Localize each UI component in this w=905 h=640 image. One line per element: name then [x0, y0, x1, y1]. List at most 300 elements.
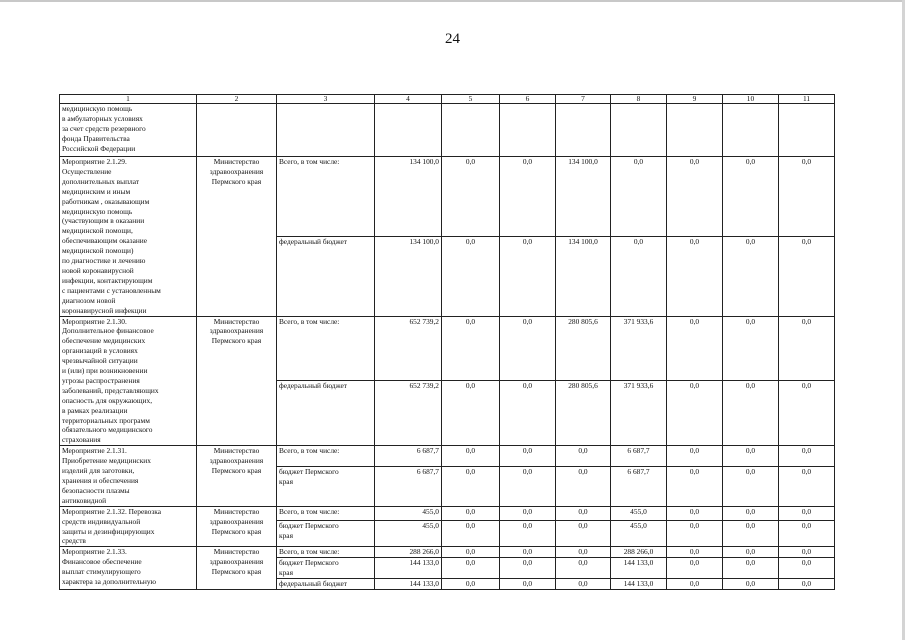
value-text: 0,0 [522, 446, 533, 456]
value-cell [723, 547, 779, 558]
empty-cell [197, 104, 277, 157]
value-cell [442, 381, 500, 446]
value-cell [375, 467, 442, 507]
empty-cell [667, 104, 723, 157]
measure-name-line: обеспечивающим оказание [62, 236, 148, 246]
value-cell [556, 579, 611, 590]
executor-line: здравоохранения [209, 456, 264, 466]
value-text: 0,0 [578, 446, 588, 456]
value-text: 0,0 [745, 157, 756, 166]
value-cell [500, 547, 556, 558]
value-text: 0,0 [689, 467, 700, 477]
value-text: 0,0 [801, 579, 812, 589]
value-cell [723, 157, 779, 237]
measure-name-line: защиты и дезинфицирующих [62, 526, 155, 536]
value-cell [500, 467, 556, 507]
value-cell [723, 467, 779, 507]
value-text: 371 933,6 [623, 316, 654, 326]
value-cell [667, 446, 723, 467]
measure-row [60, 157, 835, 237]
value-cell [375, 558, 442, 579]
measure-name-line: антиковидной [62, 495, 107, 505]
value-cell [375, 381, 442, 446]
value-cell [442, 236, 500, 316]
value-text: 144 133,0 [623, 558, 654, 568]
value-text: 0,0 [689, 157, 700, 166]
column-number-cell [197, 95, 277, 104]
value-cell [500, 520, 556, 547]
budget-table [59, 94, 835, 590]
value-text: 0,0 [745, 467, 756, 477]
funding-source-line: Всего, в том числе: [279, 157, 340, 166]
value-text: 134 100,0 [568, 236, 598, 246]
measure-name-line: Осуществление [62, 166, 112, 176]
funding-source-line: бюджет Пермского [279, 520, 339, 530]
scan-top-edge [0, 0, 905, 2]
value-text: 280 805,6 [568, 316, 598, 326]
funding-source-line: края [279, 568, 293, 578]
value-text: 0,0 [745, 506, 756, 516]
value-text: 0,0 [689, 547, 700, 557]
executor-line: здравоохранения [209, 166, 264, 176]
value-text: 6 687,7 [416, 446, 439, 456]
executor-line: Пермского края [211, 526, 262, 536]
continuation-name-cell [60, 104, 197, 157]
value-text: 280 805,6 [568, 381, 598, 391]
funding-source-line: Всего, в том числе: [279, 547, 340, 557]
value-cell [442, 316, 500, 381]
value-cell [500, 236, 556, 316]
value-cell [500, 579, 556, 590]
value-cell [611, 157, 667, 237]
measure-name-line: Мероприятие 2.1.32. Перевозка [62, 506, 162, 516]
source-cell [277, 520, 375, 547]
funding-source-line: федеральный бюджет [279, 579, 348, 589]
measure-row [60, 316, 835, 381]
value-cell [556, 381, 611, 446]
source-cell [277, 467, 375, 507]
measure-name-line: Финансовое обеспечение [62, 557, 142, 567]
value-cell [667, 506, 723, 520]
value-text: 0,0 [801, 467, 812, 477]
value-cell [611, 547, 667, 558]
value-cell [556, 467, 611, 507]
value-cell [375, 506, 442, 520]
value-text: 0,0 [689, 381, 700, 391]
executor-cell [197, 157, 277, 317]
value-cell [723, 236, 779, 316]
value-text: 8 [636, 94, 641, 103]
value-text: 0,0 [522, 316, 533, 326]
value-cell [779, 316, 835, 381]
value-text: 0,0 [522, 157, 533, 166]
measure-name-line: хранения и обеспечения [62, 476, 139, 485]
executor-cell [197, 506, 277, 547]
value-cell [375, 316, 442, 381]
value-text: 0,0 [465, 520, 476, 530]
value-text: 455,0 [422, 520, 439, 530]
measure-name-line: территориальных программ [62, 415, 150, 425]
executor-line: здравоохранения [209, 326, 264, 336]
value-text: 2 [234, 94, 239, 103]
value-cell [779, 381, 835, 446]
value-cell [500, 558, 556, 579]
value-text: 0,0 [745, 579, 756, 589]
value-cell [667, 467, 723, 507]
value-text: 455,0 [630, 506, 647, 516]
empty-cell [500, 104, 556, 157]
value-text: 0,0 [522, 506, 533, 516]
executor-cell [197, 547, 277, 590]
measure-name-line: чрезвычайной ситуации [62, 356, 138, 366]
value-text: 0,0 [465, 467, 476, 477]
value-cell [500, 506, 556, 520]
value-cell [375, 446, 442, 467]
measure-name-line: Приобретение медицинских [62, 456, 151, 466]
value-text: 4 [406, 94, 410, 103]
measure-name-line: и (или) при возникновении [62, 366, 148, 376]
measure-name-cell [60, 506, 197, 547]
measure-name-line: Мероприятие 2.1.29. [62, 157, 127, 166]
value-text: 144 133,0 [409, 558, 439, 568]
source-cell [277, 381, 375, 446]
value-cell [442, 558, 500, 579]
value-cell [667, 547, 723, 558]
measure-name-cell [60, 316, 197, 446]
column-number-cell [500, 95, 556, 104]
column-number-cell [611, 95, 667, 104]
value-text: 0,0 [465, 316, 476, 326]
value-cell [667, 579, 723, 590]
value-text: 0,0 [578, 558, 588, 568]
value-cell [723, 520, 779, 547]
value-cell [375, 547, 442, 558]
measure-name-line: Мероприятие 2.1.31. [62, 446, 127, 456]
value-cell [779, 157, 835, 237]
value-text: 0,0 [465, 547, 476, 557]
value-cell [611, 316, 667, 381]
value-cell [779, 236, 835, 316]
value-cell [500, 381, 556, 446]
value-cell [375, 157, 442, 237]
value-cell [611, 520, 667, 547]
value-cell [779, 558, 835, 579]
source-cell [277, 316, 375, 381]
source-cell [277, 236, 375, 316]
source-cell [277, 506, 375, 520]
value-text: 9 [692, 94, 697, 103]
executor-cell [197, 316, 277, 446]
value-text: 0,0 [578, 467, 588, 477]
measure-name-line: безопасности плазмы [62, 485, 130, 495]
value-cell [779, 506, 835, 520]
empty-cell [277, 104, 375, 157]
executor-line: Министерство [213, 157, 260, 166]
value-text: 134 100,0 [409, 236, 439, 246]
value-text: 144 133,0 [409, 579, 439, 589]
continuation-row [60, 104, 835, 157]
value-cell [442, 467, 500, 507]
funding-source-line: края [279, 530, 293, 540]
empty-cell [779, 104, 835, 157]
value-cell [442, 506, 500, 520]
value-cell [556, 506, 611, 520]
measure-name-cell [60, 446, 197, 506]
column-number-cell [779, 95, 835, 104]
executor-line: Пермского края [211, 336, 262, 346]
value-cell [779, 520, 835, 547]
value-text: 0,0 [801, 506, 812, 516]
value-cell [611, 579, 667, 590]
measure-name-line: организаций в условиях [62, 346, 138, 356]
measure-name-line: по диагностике и лечению [62, 256, 146, 266]
value-text: 0,0 [465, 558, 476, 568]
value-text: 3 [323, 94, 328, 103]
funding-source-line: края [279, 476, 293, 486]
value-cell [556, 316, 611, 381]
value-text: 0,0 [801, 446, 812, 456]
value-text: 652 739,2 [409, 316, 439, 326]
value-text: 0,0 [522, 467, 533, 477]
measure-name-cell [60, 547, 197, 590]
value-cell [556, 520, 611, 547]
empty-cell [723, 104, 779, 157]
measure-name-line: с пациентами с установленным [62, 285, 161, 295]
measure-name-line: Мероприятие 2.1.33. [62, 547, 127, 557]
value-text: 0,0 [522, 547, 533, 557]
value-text: 6 687,7 [416, 467, 439, 477]
value-text: 0,0 [522, 381, 533, 391]
value-cell [375, 520, 442, 547]
measure-name-line: в рамках реализации [62, 405, 128, 415]
value-text: 0,0 [745, 381, 756, 391]
value-cell [723, 506, 779, 520]
continuation-line: Российской Федерации [62, 143, 136, 153]
value-cell [611, 558, 667, 579]
value-cell [556, 558, 611, 579]
value-cell [667, 558, 723, 579]
value-text: 0,0 [689, 316, 700, 326]
value-text: 0,0 [745, 547, 756, 557]
value-text: 1 [126, 94, 130, 103]
value-cell [611, 467, 667, 507]
empty-cell [442, 104, 500, 157]
measure-name-line: медицинским и иным [62, 186, 131, 196]
value-cell [442, 579, 500, 590]
value-text: 0,0 [689, 446, 700, 456]
continuation-line: в амбулаторных условиях [62, 113, 143, 123]
measure-name-line: диагнозом новой [62, 295, 116, 305]
value-text: 371 933,6 [623, 381, 654, 391]
measure-name-line: новой коронавирусной [62, 265, 134, 275]
measure-name-line: Мероприятие 2.1.30. [62, 316, 127, 326]
measure-name-line: средств индивидуальной [62, 516, 141, 526]
continuation-line: медицинскую помощь [62, 104, 133, 113]
source-cell [277, 157, 375, 237]
value-cell [779, 467, 835, 507]
value-cell [442, 520, 500, 547]
source-cell [277, 558, 375, 579]
measure-name-line: инфекции, контактирующим [62, 275, 153, 285]
value-text: 0,0 [465, 446, 476, 456]
funding-source-line: бюджет Пермского [279, 467, 339, 477]
value-text: 0,0 [578, 506, 588, 516]
value-text: 0,0 [633, 157, 644, 166]
value-text: 0,0 [801, 558, 812, 568]
page-number: 24 [445, 31, 460, 47]
measure-name-line: заболеваний, представляющих [62, 385, 159, 395]
measure-name-line: медицинской помощи, [62, 226, 133, 236]
column-number-cell [60, 95, 197, 104]
value-text: 455,0 [630, 520, 647, 530]
value-text: 0,0 [465, 506, 476, 516]
continuation-line: за счет средств резервного [62, 123, 146, 133]
value-text: 5 [468, 94, 473, 103]
value-text: 0,0 [465, 157, 476, 166]
funding-source-line: Всего, в том числе: [279, 446, 340, 456]
column-number-cell [375, 95, 442, 104]
value-text: 0,0 [633, 236, 644, 246]
measure-name-line: средств [62, 536, 86, 546]
empty-cell [556, 104, 611, 157]
source-cell [277, 579, 375, 590]
value-cell [611, 506, 667, 520]
value-cell [500, 316, 556, 381]
value-cell [611, 236, 667, 316]
value-cell [556, 446, 611, 467]
value-text: 134 100,0 [409, 157, 439, 166]
value-text: 144 133,0 [623, 579, 654, 589]
value-text: 0,0 [745, 520, 756, 530]
value-cell [442, 446, 500, 467]
value-cell [667, 381, 723, 446]
measure-name-line: (участвующим в оказании [62, 216, 145, 226]
value-text: 6 [525, 94, 530, 103]
value-text: 0,0 [745, 316, 756, 326]
funding-source-line: Всего, в том числе: [279, 316, 340, 326]
value-cell [611, 381, 667, 446]
value-cell [779, 579, 835, 590]
value-cell [723, 381, 779, 446]
executor-line: Министерство [213, 547, 260, 557]
measure-name-cell [60, 157, 197, 317]
value-text: 0,0 [745, 446, 756, 456]
value-text: 0,0 [689, 506, 700, 516]
column-number-cell [667, 95, 723, 104]
value-text: 0,0 [801, 236, 812, 246]
executor-line: Министерство [213, 506, 260, 516]
source-cell [277, 446, 375, 467]
measure-name-line: угрозы распространения [62, 375, 140, 385]
value-text: 0,0 [745, 236, 756, 246]
value-text: 11 [802, 94, 811, 103]
value-cell [667, 157, 723, 237]
executor-line: Пермского края [211, 567, 262, 577]
value-text: 0,0 [689, 236, 700, 246]
value-cell [667, 520, 723, 547]
value-text: 0,0 [801, 381, 812, 391]
value-text: 0,0 [689, 520, 700, 530]
value-text: 10 [746, 94, 755, 103]
value-cell [611, 446, 667, 467]
value-cell [667, 316, 723, 381]
value-cell [442, 547, 500, 558]
table-body [60, 95, 835, 590]
value-cell [556, 157, 611, 237]
measure-name-line: Дополнительное финансовое [62, 326, 154, 336]
measure-row [60, 506, 835, 520]
value-text: 0,0 [522, 558, 533, 568]
measure-name-line: работникам , оказывающим [62, 196, 150, 206]
value-cell [375, 579, 442, 590]
funding-source-line: Всего, в том числе: [279, 506, 340, 516]
value-text: 0,0 [522, 520, 533, 530]
measure-name-line: опасность для окружающих, [62, 395, 153, 405]
measure-name-line: характера за дополнительную [62, 577, 157, 587]
value-cell [779, 547, 835, 558]
funding-source-line: федеральный бюджет [279, 236, 348, 246]
value-cell [723, 316, 779, 381]
measure-name-line: обеспечение медицинских [62, 336, 146, 346]
empty-cell [611, 104, 667, 157]
value-text: 6 687,7 [627, 467, 650, 477]
value-cell [375, 236, 442, 316]
source-cell [277, 547, 375, 558]
value-text: 0,0 [522, 579, 533, 589]
measure-name-line: страхования [62, 435, 101, 445]
empty-cell [375, 104, 442, 157]
value-text: 6 687,7 [627, 446, 650, 456]
value-text: 652 739,2 [409, 381, 439, 391]
value-cell [667, 236, 723, 316]
measure-name-line: изделий для заготовки, [62, 466, 135, 476]
value-cell [556, 547, 611, 558]
value-text: 288 266,0 [623, 547, 654, 557]
value-text: 0,0 [465, 236, 476, 246]
value-cell [779, 446, 835, 467]
value-text: 0,0 [801, 520, 812, 530]
measure-name-line: коронавирусной инфекции [62, 305, 147, 315]
executor-cell [197, 446, 277, 506]
column-number-cell [556, 95, 611, 104]
column-number-cell [723, 95, 779, 104]
measure-name-line: медицинской помощи) [62, 246, 134, 256]
value-text: 0,0 [465, 579, 476, 589]
value-text: 0,0 [801, 316, 812, 326]
value-cell [500, 157, 556, 237]
value-cell [723, 579, 779, 590]
value-text: 0,0 [801, 547, 812, 557]
value-text: 0,0 [689, 558, 700, 568]
value-cell [556, 236, 611, 316]
measure-row [60, 547, 835, 558]
executor-line: здравоохранения [209, 516, 264, 526]
column-number-row [60, 95, 835, 104]
continuation-line: фонда Правительства [62, 133, 130, 143]
value-cell [500, 446, 556, 467]
value-cell [723, 446, 779, 467]
executor-line: Министерство [213, 446, 260, 456]
value-text: 0,0 [801, 157, 812, 166]
executor-line: здравоохранения [209, 557, 264, 567]
funding-source-line: федеральный бюджет [279, 381, 348, 391]
executor-line: Пермского края [211, 466, 262, 476]
value-text: 0,0 [578, 520, 588, 530]
value-text: 0,0 [689, 579, 700, 589]
measure-name-line: обязательного медицинского [62, 425, 153, 435]
value-text: 0,0 [465, 381, 476, 391]
value-cell [723, 558, 779, 579]
